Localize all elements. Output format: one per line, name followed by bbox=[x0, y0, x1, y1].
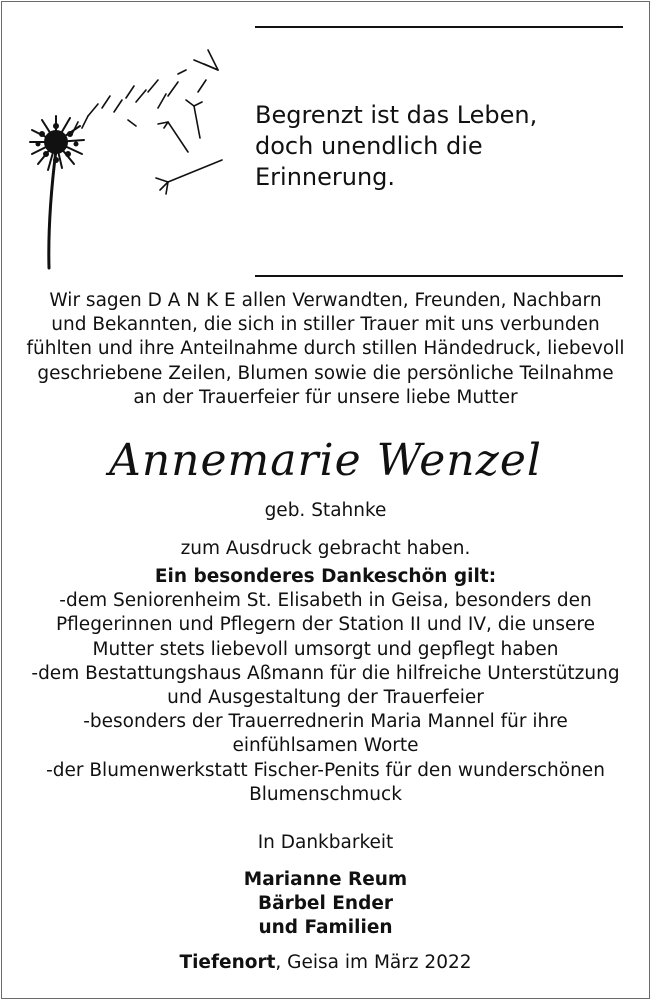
dandelion-icon bbox=[18, 30, 233, 270]
special-line: Mutter stets liebevoll umsorgt und gepflegt haben bbox=[92, 638, 559, 660]
special-heading: Ein besonderes Dankeschön gilt: bbox=[154, 566, 497, 587]
special-line: -der Blumenwerkstatt Fischer-Penits für den wunderschönen bbox=[46, 759, 605, 781]
quote-line: Erinnerung. bbox=[255, 163, 396, 191]
special-line: einfühlsamen Worte bbox=[232, 735, 419, 757]
bottom-divider bbox=[255, 275, 623, 277]
special-line: Blumenschmuck bbox=[249, 783, 402, 805]
special-line: -dem Bestattungshaus Aßmann für die hilfreiche Unterstützung bbox=[31, 662, 620, 684]
special-line: Pflegerinnen und Pflegern der Station II und IV, die unsere bbox=[56, 614, 595, 636]
quote-line: Begrenzt ist das Leben, bbox=[255, 101, 538, 129]
special-line: -dem Seniorenheim St. Elisabeth in Geisa, besonders den bbox=[59, 590, 592, 612]
signer: Bärbel Ender bbox=[257, 893, 393, 915]
quote-line: doch unendlich die bbox=[255, 132, 483, 160]
quote bbox=[255, 100, 625, 193]
thanks-line: und Bekannten, die sich in stiller Trauer mit uns verbunden bbox=[51, 314, 600, 336]
special-line: und Ausgestaltung der Trauerfeier bbox=[167, 687, 484, 709]
thanks-line: Wir sagen D A N K E allen Verwandten, Freunden, Nachbarn bbox=[49, 290, 602, 311]
signer: und Familien bbox=[258, 917, 393, 939]
closing: In Dankbarkeit bbox=[257, 832, 394, 853]
signer: Marianne Reum bbox=[243, 869, 408, 890]
place-bold: Tiefenort bbox=[179, 952, 276, 973]
thanks-line: an der Trauerfeier für unsere liebe Mutter bbox=[133, 386, 518, 408]
thanks-line: geschriebene Zeilen, Blumen sowie die persönliche Teilnahme bbox=[37, 362, 614, 384]
place-date bbox=[10, 951, 641, 975]
signers bbox=[10, 868, 641, 941]
special-line: -besonders der Trauerrednerin Maria Mannel für ihre bbox=[83, 711, 568, 733]
deceased-name: Annemarie Wenzel bbox=[109, 435, 542, 486]
thanks-paragraph bbox=[10, 289, 641, 410]
expressed-line: zum Ausdruck gebracht haben. bbox=[180, 538, 471, 559]
special-thanks bbox=[10, 565, 641, 807]
top-divider bbox=[255, 26, 623, 28]
place-date-rest: , Geisa im März 2022 bbox=[275, 952, 472, 973]
birth-name: geb. Stahnke bbox=[264, 500, 387, 521]
thanks-line: fühlten und ihre Anteilnahme durch stillen Händedruck, liebevoll bbox=[26, 338, 625, 360]
